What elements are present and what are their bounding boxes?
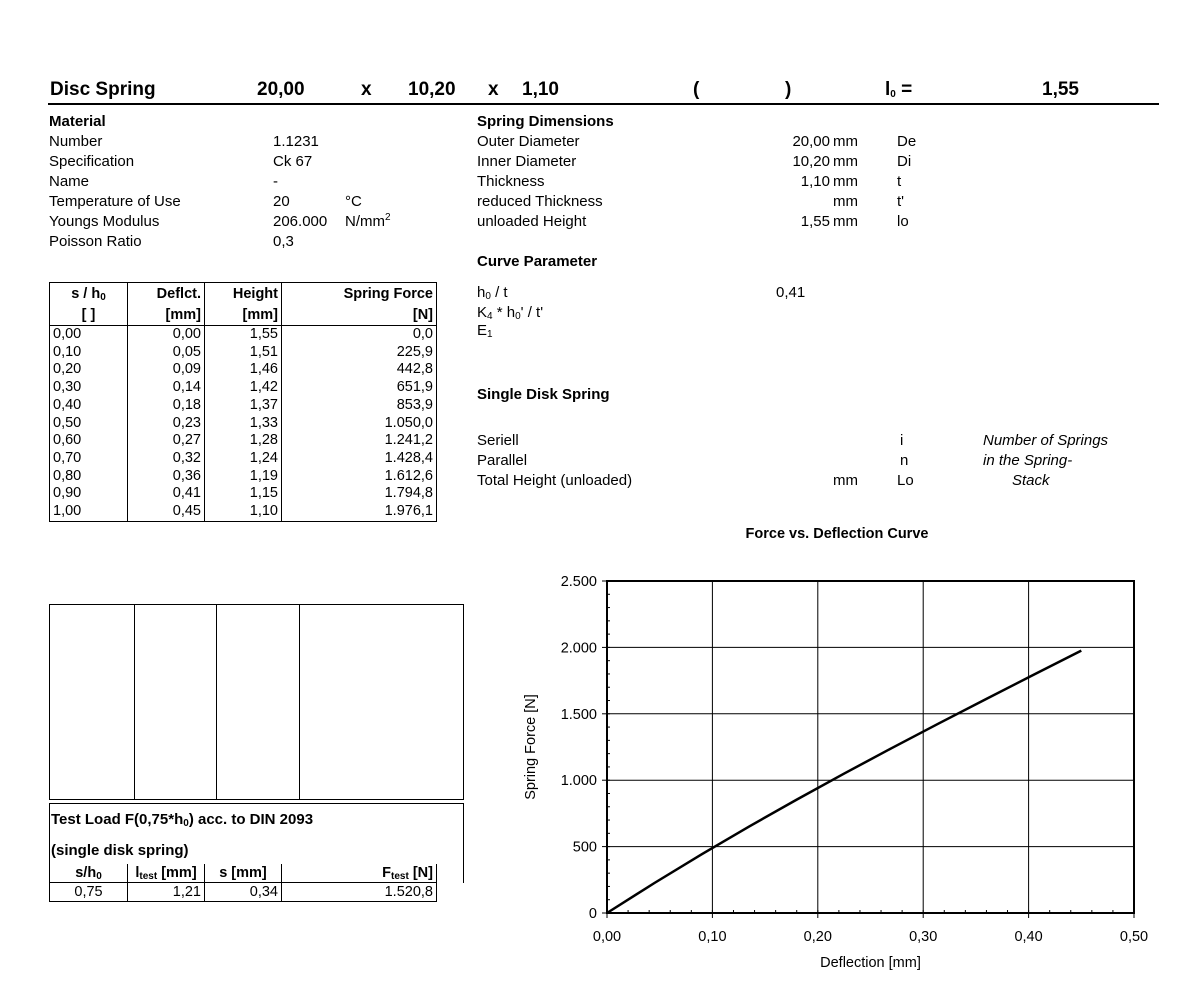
curve-parameter-heading: Curve Parameter [477,253,598,270]
table-cell: 225,9 [282,344,437,362]
material-value: - [273,173,278,190]
y-tick-label: 0 [588,906,597,922]
test-load-title: Test Load $F(0,75*h_0)$ acc. to DIN 2093 [51,811,314,829]
force-deflection-chart [480,520,1180,980]
header-thickness: 1,10 [522,79,559,100]
dimension-label: Outer Diameter [477,133,580,150]
single-disk-unit: mm [833,472,858,489]
table-cell: 0,60 [50,432,128,450]
header-times-1: x [361,79,372,100]
table-row [50,344,437,362]
table-cell: 0,23 [128,415,205,433]
dimensions-heading: Spring Dimensions [477,113,614,130]
dimension-symbol: De [897,133,917,150]
table-cell: 1,37 [205,397,282,415]
header-inner-diameter: 10,20 [408,79,456,100]
unit-cell: [mm] [205,305,282,326]
table-cell: 0,45 [128,503,205,521]
dimension-symbol: t' [897,193,905,210]
column-header-spring-force: Spring Force [282,283,437,306]
column-divider [216,605,217,799]
dimension-symbol: Di [897,153,912,170]
test-load-table [49,864,437,902]
table-cell: 0,75 [50,883,128,902]
header-l0-label: $l_0$ = [885,79,913,100]
header-title: Disc Spring [50,79,156,100]
x-tick-label: 0,40 [1014,929,1043,945]
table-cell: 1,46 [205,361,282,379]
k4-label: $K_4 * h_0'$ / t' [477,304,544,322]
table-cell: 0,27 [128,432,205,450]
table-cell: 442,8 [282,361,437,379]
table-units-row [50,305,437,326]
material-value: 1.1231 [273,133,319,150]
header-paren-open: ( [693,79,700,100]
column-divider [134,605,135,799]
material-label: Name [49,173,90,190]
table-row [50,379,437,397]
single-disk-label: Seriell [477,432,519,449]
column-header-l-test: $l_{test}$ [mm] [128,864,205,883]
table-header-row [50,283,437,306]
column-header-height: Height [205,283,282,306]
table-cell: 0,32 [128,450,205,468]
material-label: Temperature of Use [49,193,181,210]
table-cell: 1,21 [128,883,205,902]
table-cell: 1,19 [205,468,282,486]
x-tick-label: 0,10 [698,929,727,945]
dimension-value: 1,55 [800,213,830,230]
dimension-unit: mm [833,133,858,150]
x-tick-label: 0,50 [1119,929,1149,945]
table-cell: 0,18 [128,397,205,415]
single-disk-label: Total Height (unloaded) [477,472,633,489]
table-cell: 1,15 [205,485,282,503]
y-tick-label: 500 [572,839,597,856]
test-load-header-row [50,864,437,883]
table-cell: 1.976,1 [282,503,437,521]
material-value: 206.000 [273,213,328,230]
table-cell: 0,00 [128,326,205,344]
dimension-symbol: t [897,173,902,190]
header-l0-value: 1,55 [1042,79,1079,100]
y-tick-label: 1.500 [560,706,597,723]
table-cell: 0,40 [50,397,128,415]
table-row [50,485,437,503]
table-row [50,326,437,344]
single-disk-heading: Single Disk Spring [477,386,610,403]
y-tick-label: 1.000 [560,773,597,790]
material-label: Poisson Ratio [49,233,142,250]
test-load-subtitle: (single disk spring) [51,842,189,859]
dimension-unit: mm [833,173,858,190]
table-cell: 1.520,8 [282,883,437,902]
single-disk-symbol: i [900,432,904,449]
table-cell: 0,10 [50,344,128,362]
h0-over-t-label: $h_0$ / t [477,284,508,302]
dimension-value: 20,00 [792,133,830,150]
chart-series [607,651,1081,913]
header-rule [48,103,1159,105]
table-cell: 651,9 [282,379,437,397]
table-cell: 0,90 [50,485,128,503]
table-cell: 1,51 [205,344,282,362]
dimension-value: 1,10 [800,173,830,190]
table-row [50,503,437,521]
table-cell: 0,41 [128,485,205,503]
y-axis-label: Spring Force [N] [523,694,539,800]
material-unit: °C [345,193,362,210]
table-row [50,415,437,433]
table-cell: 0,34 [205,883,282,902]
table-cell: 0,09 [128,361,205,379]
dimension-unit: mm [833,213,858,230]
table-cell: 1,28 [205,432,282,450]
dimension-label: Inner Diameter [477,153,577,170]
table-row [50,468,437,486]
table-row [50,432,437,450]
dimension-unit: mm [833,153,858,170]
y-tick-label: 2.500 [560,574,597,590]
unit-cell: [mm] [128,305,205,326]
single-disk-note: Number of Springs [983,432,1109,449]
table-cell: 1.612,6 [282,468,437,486]
column-header-deflection: Deflct. [128,283,205,306]
column-divider [299,605,300,799]
empty-table-area [49,604,464,800]
header-times-2: x [488,79,499,100]
table-cell: 853,9 [282,397,437,415]
e1-label: $E_1$ [477,322,493,340]
table-row [50,361,437,379]
single-disk-symbol: n [900,452,909,469]
table-cell: 0,14 [128,379,205,397]
column-header-s-h0: $s/h_0$ [50,864,128,883]
material-value: 20 [273,193,290,210]
single-disk-symbol: Lo [897,472,914,489]
test-load-value-row [50,883,437,902]
table-cell: 0,05 [128,344,205,362]
table-cell: 0,70 [50,450,128,468]
table-row [50,450,437,468]
dimension-label: reduced Thickness [477,193,603,210]
table-cell: 1.794,8 [282,485,437,503]
x-tick-label: 0,30 [909,929,938,945]
table-cell: 0,0 [282,326,437,344]
table-cell: 1.050,0 [282,415,437,433]
table-cell: 1,33 [205,415,282,433]
material-value: 0,3 [273,233,294,250]
dimension-unit: mm [833,193,858,210]
table-cell: 1,42 [205,379,282,397]
header-outer-diameter: 20,00 [257,79,305,100]
deflection-table [49,282,437,522]
unit-cell: [ ] [50,305,128,326]
material-unit: $N/mm^2$ [345,212,391,230]
single-disk-note: Stack [1012,472,1050,489]
chart-title: Force vs. Deflection Curve [745,526,929,542]
table-cell: 0,50 [50,415,128,433]
single-disk-label: Parallel [477,452,528,469]
x-axis-label: Deflection [mm] [820,955,921,971]
force-curve-line [607,651,1081,913]
table-cell: 1,55 [205,326,282,344]
h0-over-t-value: 0,41 [776,284,806,301]
table-row [50,397,437,415]
column-header-f-test: $F_{test}$ [N] [282,864,437,883]
dimension-label: Thickness [477,173,545,190]
table-cell: 0,00 [50,326,128,344]
dimension-symbol: lo [897,213,909,230]
header-paren-close: ) [785,79,792,100]
table-cell: 1,00 [50,503,128,521]
table-cell: 1.428,4 [282,450,437,468]
material-heading: Material [49,113,106,130]
x-tick-label: 0,00 [592,929,622,945]
chart-tick-labels [561,574,1148,945]
table-cell: 0,20 [50,361,128,379]
table-cell: 1.241,2 [282,432,437,450]
table-cell: 1,10 [205,503,282,521]
material-label: Specification [49,153,135,170]
column-header-s: s [mm] [205,864,282,883]
dimension-label: unloaded Height [477,213,587,230]
dimension-value: 10,20 [792,153,830,170]
column-header-s-h0: s / $h_0$ [50,283,128,306]
table-cell: 1,24 [205,450,282,468]
material-value: Ck 67 [273,153,313,170]
single-disk-note: in the Spring- [983,452,1073,469]
table-cell: 0,30 [50,379,128,397]
unit-cell: [N] [282,305,437,326]
table-cell: 0,36 [128,468,205,486]
table-cell: 0,80 [50,468,128,486]
y-tick-label: 2.000 [560,640,597,657]
material-label: Youngs Modulus [49,213,160,230]
x-tick-label: 0,20 [803,929,832,945]
material-label: Number [49,133,103,150]
